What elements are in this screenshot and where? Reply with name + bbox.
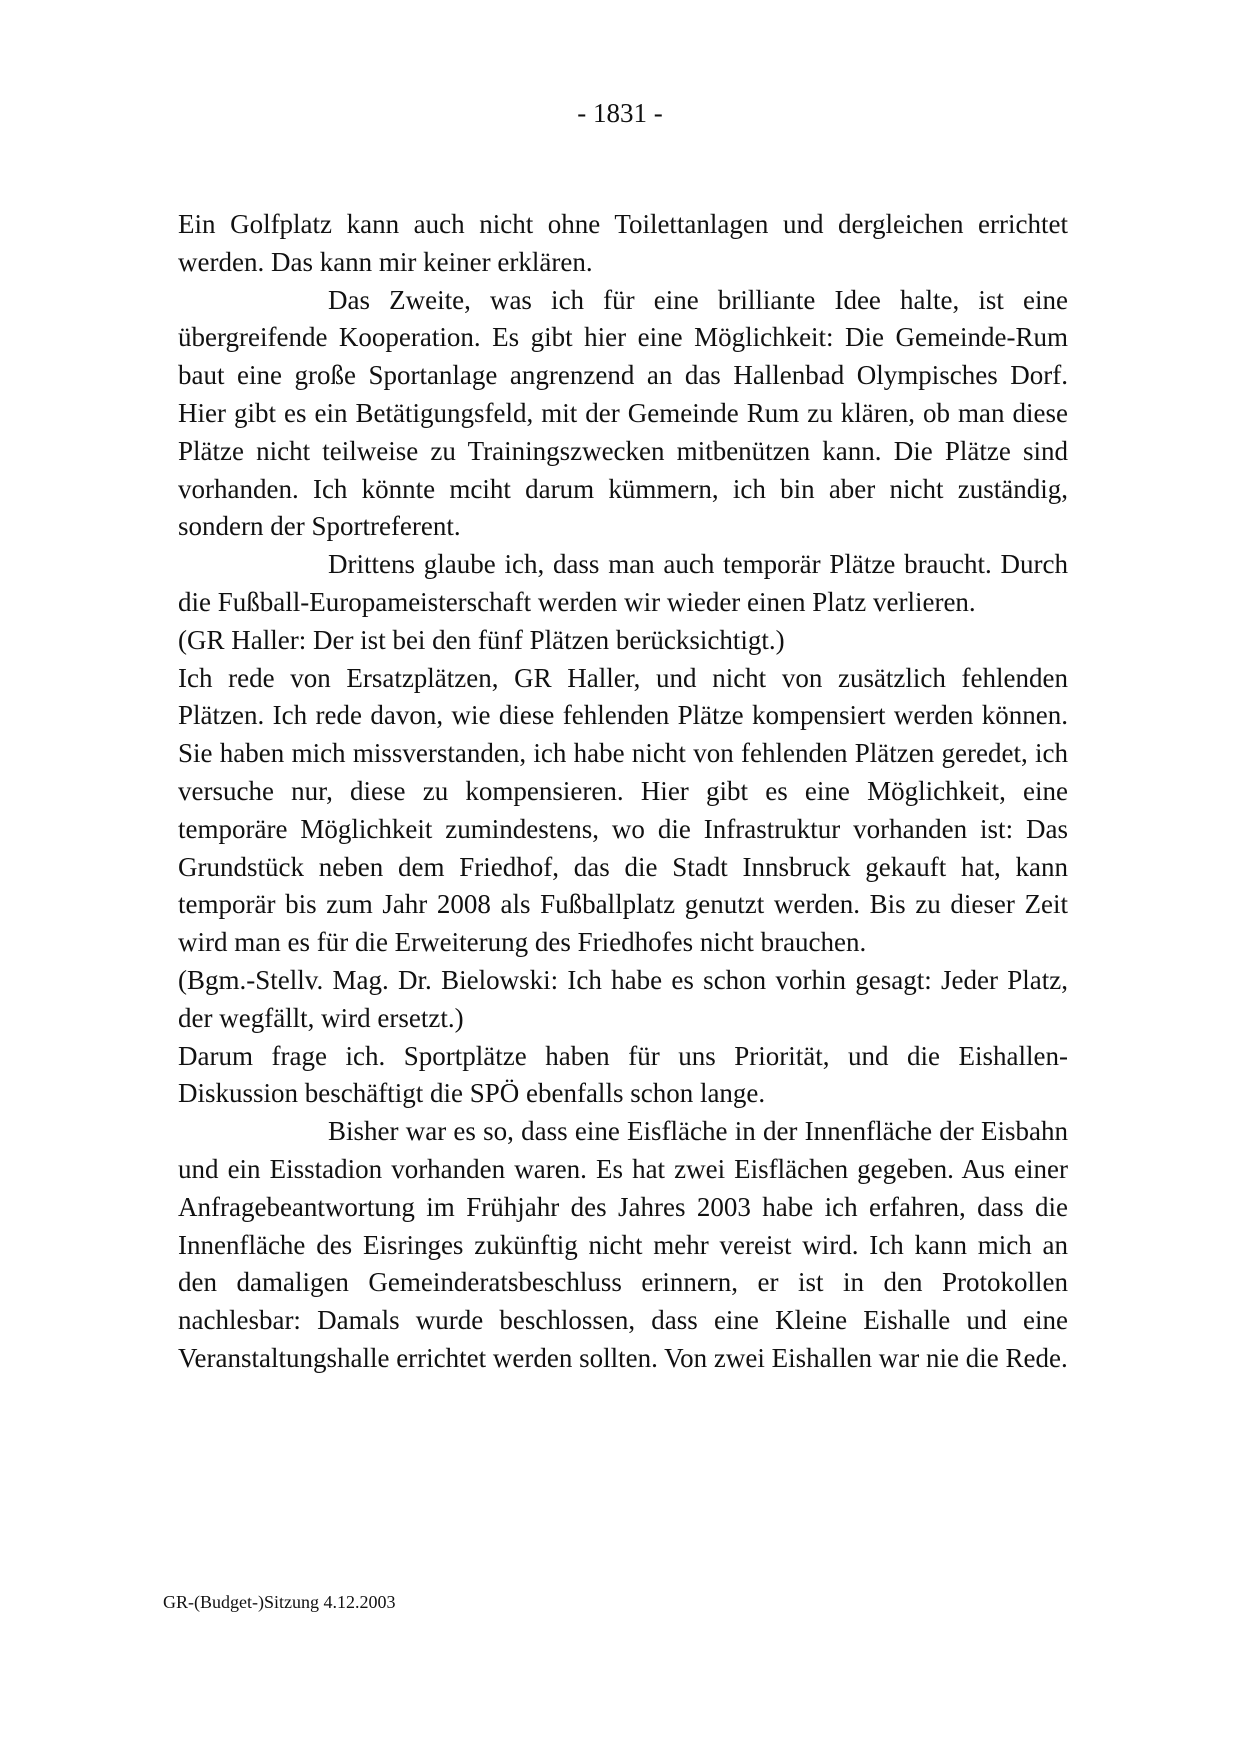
interjection: (GR Haller: Der ist bei den fünf Plätzen berücksichtigt.) <box>178 624 785 655</box>
paragraph: Drittens glaube ich, dass man auch temporär Plätze braucht. Durch die Fußball-Europameisterschaft werden wir wieder einen Platz verlieren. <box>178 549 1068 617</box>
footer-session-label: GR-(Budget-)Sitzung 4.12.2003 <box>163 1592 396 1612</box>
paragraph: Bisher war es so, dass eine Eisfläche in der Innenfläche der Eisbahn und ein Eisstadion vorhanden waren. Es hat zwei Eisflächen gegeben. Aus einer Anfragebeantwortung im Frühjahr des Jahres 2003 habe ich erfahren, dass die Innenfläche des Eisringes zukünftig nicht mehr vereist wird. Ich kann mich an den damaligen Gemeinderatsbeschluss erinnern, er ist in den Protokollen nachlesbar: Damals wurde beschlossen, dass eine Kleine Eishalle und eine Veranstaltungshalle errichtet werden sollten. Von zwei Eishallen war nie die Rede. <box>178 1116 1068 1373</box>
interjection: (Bgm.-Stellv. Mag. Dr. Bielowski: Ich habe es schon vorhin gesagt: Jeder Platz, der wegfällt, wird ersetzt.) <box>178 964 1068 1033</box>
protocol-body-text <box>178 206 1068 1378</box>
paragraph: Das Zweite, was ich für eine brilliante Idee halte, ist eine übergreifende Kooperation. Es gibt hier eine Möglichkeit: Die Gemeinde-Rum baut eine große Sportanlage angrenzend an das Hallenbad Olympisches Dorf. Hier gibt es ein Betätigungsfeld, mit der Gemeinde Rum zu klären, ob man diese Plätze nicht teilweise zu Trainingszwecken mitbenützen kann. Die Plätze sind vorhanden. Ich könnte mciht darum kümmern, ich bin aber nicht zuständig, sondern der Sportreferent. <box>178 284 1068 542</box>
paragraph: Darum frage ich. Sportplätze haben für uns Priorität, und die Eishallen-Diskussion beschäftigt die SPÖ ebenfalls schon lange. <box>178 1040 1068 1109</box>
paragraph: Ich rede von Ersatzplätzen, GR Haller, und nicht von zusätzlich fehlenden Plätzen. Ich rede davon, wie diese fehlenden Plätze kompensiert werden können. Sie haben mich missverstanden, ich habe nicht von fehlenden Plätzen geredet, ich versuche nur, diese zu kompensieren. Hier gibt es eine Möglichkeit, eine temporäre Möglichkeit zumindestens, wo die Infrastruktur vorhanden ist: Das Grundstück neben dem Friedhof, das die Stadt Innsbruck gekauft hat, kann temporär bis zum Jahr 2008 als Fußballplatz genutzt werden. Bis zu dieser Zeit wird man es für die Erweiterung des Friedhofes nicht brauchen. <box>178 662 1068 958</box>
page-number: - 1831 - <box>577 98 663 128</box>
paragraph: Ein Golfplatz kann auch nicht ohne Toilettanlagen und dergleichen errichtet werden. Das kann mir keiner erklären. <box>178 209 1068 277</box>
